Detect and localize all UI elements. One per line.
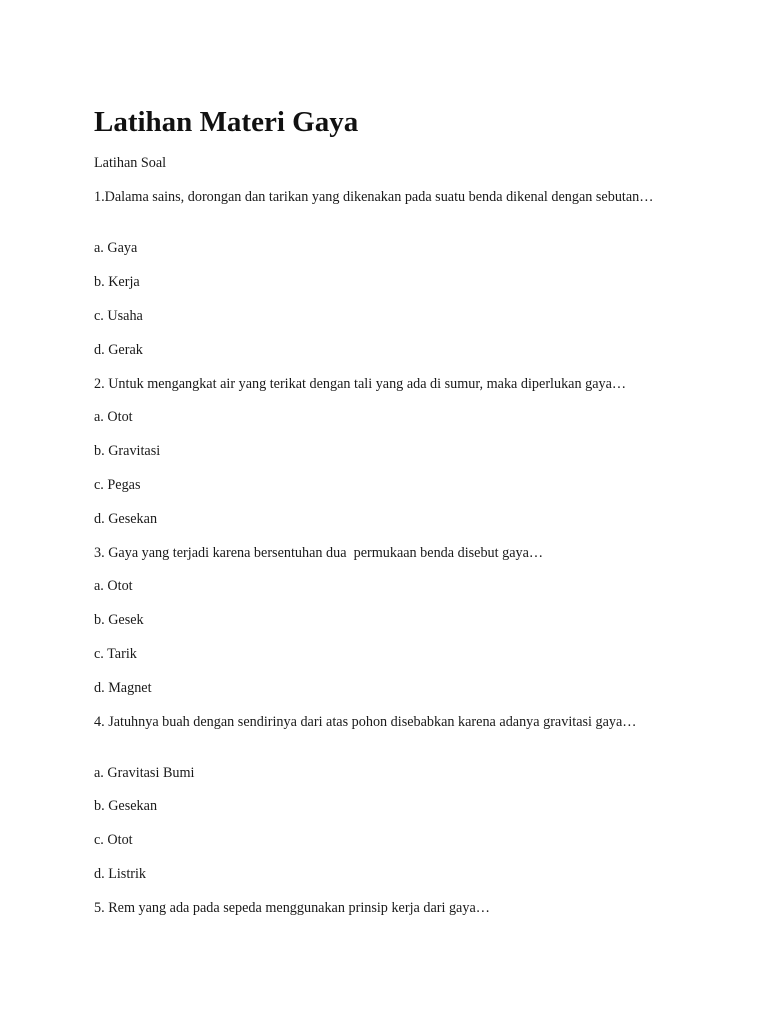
question-3-text: 3. Gaya yang terjadi karena bersentuhan dua permukaan benda disebut gaya… <box>94 545 544 561</box>
question-4-option-c: c. Otot <box>94 832 133 848</box>
question-2-option-b: b. Gravitasi <box>94 443 161 459</box>
question-1-option-b: b. Kerja <box>94 274 140 290</box>
question-1-option-c: c. Usaha <box>94 308 143 324</box>
question-1-option-a: a. Gaya <box>94 240 138 256</box>
question-4-option-a: a. Gravitasi Bumi <box>94 765 195 781</box>
question-4-option-b: b. Gesekan <box>94 798 158 814</box>
question-4-text: 4. Jatuhnya buah dengan sendirinya dari atas pohon disebabkan karena adanya gravitasi gaya… <box>94 714 637 730</box>
question-1-text: 1.Dalama sains, dorongan dan tarikan yang dikenakan pada suatu benda dikenal dengan sebutan… <box>94 189 654 205</box>
document-title: Latihan Materi Gaya <box>94 106 359 138</box>
question-3-option-b: b. Gesek <box>94 612 144 628</box>
question-3-option-a: a. Otot <box>94 578 133 594</box>
question-2-option-d: d. Gesekan <box>94 511 158 527</box>
question-2-text: 2. Untuk mengangkat air yang terikat dengan tali yang ada di sumur, maka diperlukan gaya… <box>94 376 627 392</box>
question-3-option-d: d. Magnet <box>94 680 152 696</box>
question-1-option-d: d. Gerak <box>94 342 143 358</box>
section-subtitle: Latihan Soal <box>94 155 167 171</box>
question-2-option-c: c. Pegas <box>94 477 141 493</box>
question-5-text: 5. Rem yang ada pada sepeda menggunakan prinsip kerja dari gaya… <box>94 900 490 916</box>
question-4-option-d: d. Listrik <box>94 866 147 882</box>
question-3-option-c: c. Tarik <box>94 646 137 662</box>
question-2-option-a: a. Otot <box>94 409 133 425</box>
